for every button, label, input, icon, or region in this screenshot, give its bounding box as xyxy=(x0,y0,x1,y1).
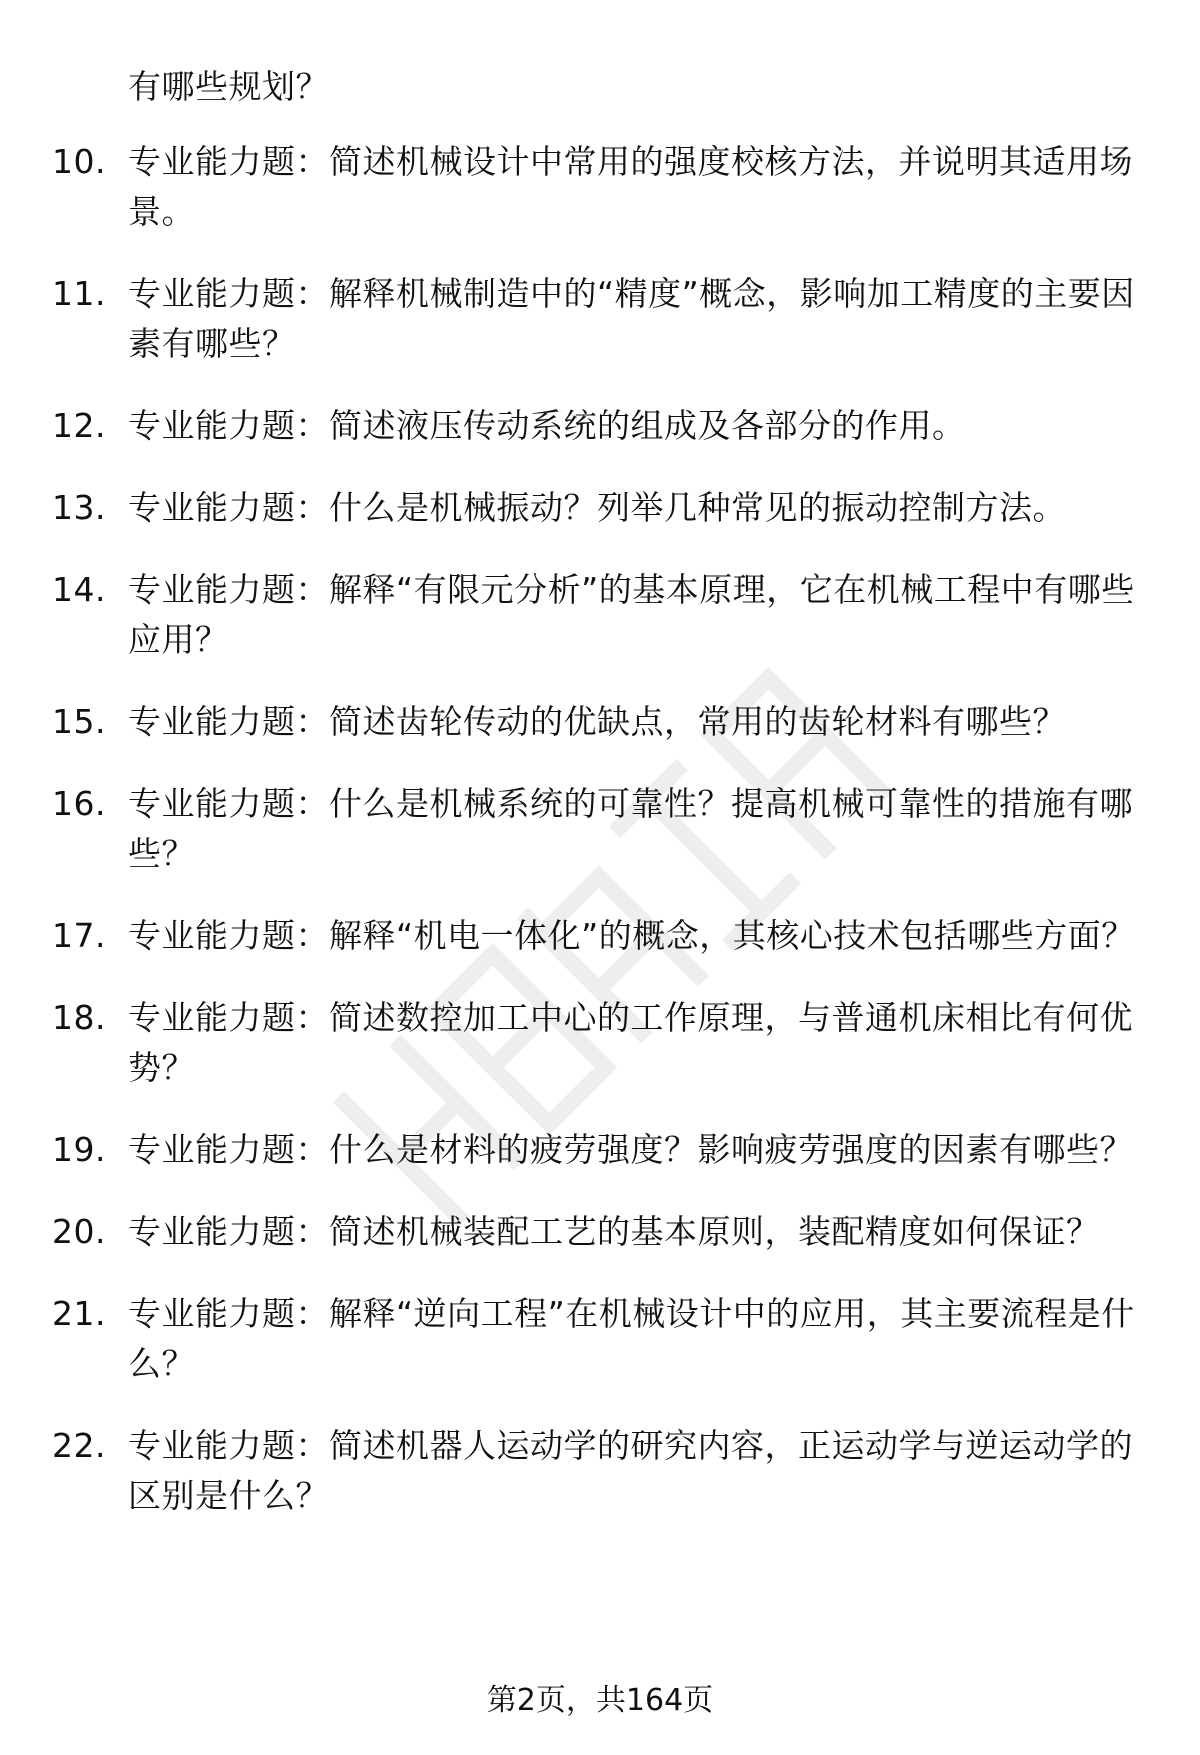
question-item xyxy=(52,993,1142,1093)
question-item xyxy=(52,779,1142,879)
question-item xyxy=(52,1421,1142,1521)
question-number: 17. xyxy=(52,916,106,955)
question-item xyxy=(52,1207,1142,1257)
question-number: 15. xyxy=(52,702,106,741)
question-text: 专业能力题：简述数控加工中心的工作原理，与普通机床相比有何优势？ xyxy=(128,998,1133,1087)
page-footer: 第2页，共164页 xyxy=(486,1683,714,1718)
question-item xyxy=(52,911,1142,961)
question-item xyxy=(52,1125,1142,1175)
question-text: 专业能力题：简述液压传动系统的组成及各部分的作用。 xyxy=(128,406,966,445)
question-number: 19. xyxy=(52,1130,106,1169)
question-text: 专业能力题：什么是机械系统的可靠性？提高机械可靠性的措施有哪些？ xyxy=(128,784,1133,873)
question-number: 20. xyxy=(52,1212,106,1251)
question-number: 16. xyxy=(52,784,106,823)
question-item xyxy=(52,697,1142,747)
question-number: 21. xyxy=(52,1294,106,1333)
question-list xyxy=(52,137,1142,1553)
question-text: 专业能力题：解释“逆向工程”在机械设计中的应用，其主要流程是什么？ xyxy=(128,1294,1135,1383)
question-text: 专业能力题：简述机械设计中常用的强度校核方法，并说明其适用场景。 xyxy=(128,142,1133,231)
question-text: 专业能力题：简述机器人运动学的研究内容，正运动学与逆运动学的区别是什么？ xyxy=(128,1426,1133,1515)
question-number: 18. xyxy=(52,998,106,1037)
question-text: 专业能力题：什么是机械振动？列举几种常见的振动控制方法。 xyxy=(128,488,1066,527)
question-number: 12. xyxy=(52,406,106,445)
question-item xyxy=(52,137,1142,237)
question-item xyxy=(52,1289,1142,1389)
continuation-text: 有哪些规划？ xyxy=(128,67,329,106)
question-item xyxy=(52,269,1142,369)
question-number: 11. xyxy=(52,274,106,313)
question-number: 22. xyxy=(52,1426,106,1465)
question-text: 专业能力题：解释“机电一体化”的概念，其核心技术包括哪些方面？ xyxy=(128,916,1135,955)
question-text: 专业能力题：什么是材料的疲劳强度？影响疲劳强度的因素有哪些？ xyxy=(128,1130,1133,1169)
question-text: 专业能力题：简述齿轮传动的优缺点，常用的齿轮材料有哪些？ xyxy=(128,702,1066,741)
question-text: 专业能力题：简述机械装配工艺的基本原则，装配精度如何保证？ xyxy=(128,1212,1100,1251)
question-text: 专业能力题：解释机械制造中的“精度”概念，影响加工精度的主要因素有哪些？ xyxy=(128,274,1135,363)
question-number: 13. xyxy=(52,488,106,527)
question-text: 专业能力题：解释“有限元分析”的基本原理，它在机械工程中有哪些应用？ xyxy=(128,570,1135,659)
question-number: 10. xyxy=(52,142,106,181)
question-number: 14. xyxy=(52,570,106,609)
question-item xyxy=(52,565,1142,665)
question-item xyxy=(52,483,1142,533)
question-item xyxy=(52,401,1142,451)
